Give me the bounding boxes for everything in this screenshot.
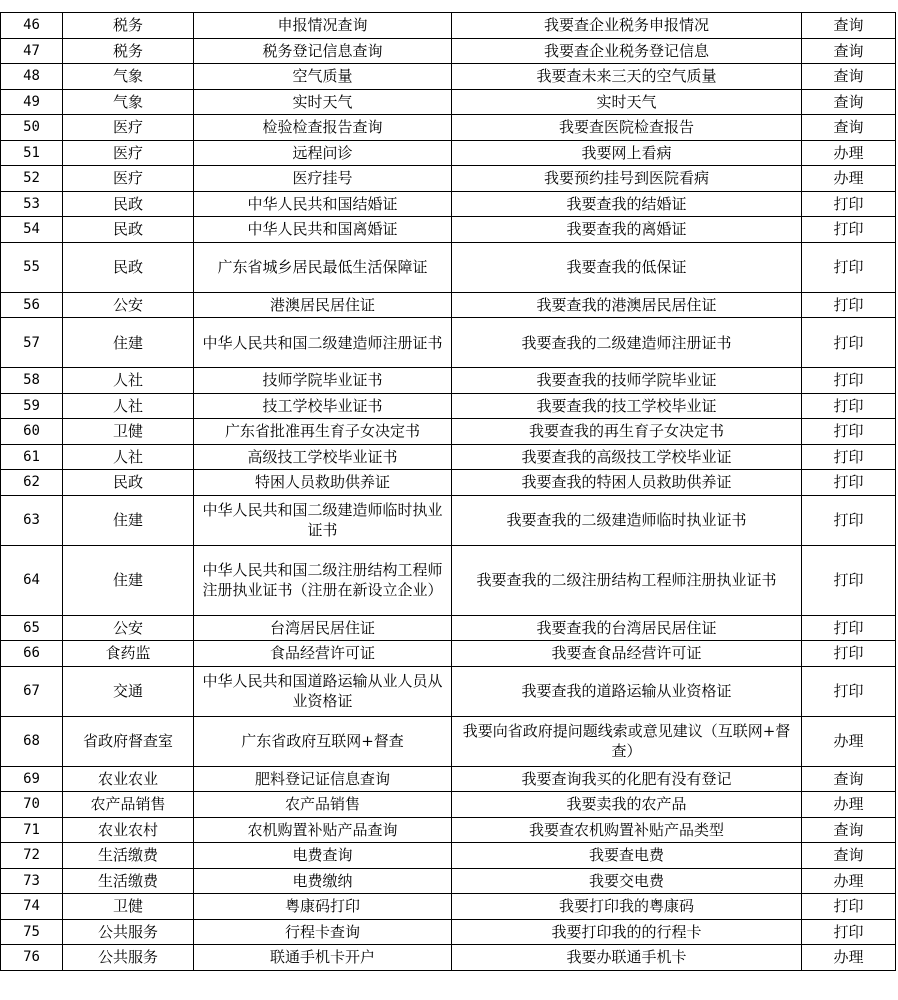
service-name-cell: 中华人民共和国结婚证: [194, 191, 452, 217]
action-type-cell: 查询: [802, 817, 896, 843]
action-type-cell: 办理: [802, 868, 896, 894]
service-name-cell: 空气质量: [194, 64, 452, 90]
description-cell: 我要查我的技工学校毕业证: [452, 393, 802, 419]
department-cell: 公共服务: [63, 919, 194, 945]
table-row: [1, 368, 896, 394]
description-cell: 我要查我的离婚证: [452, 217, 802, 243]
description-cell: 我要查我的结婚证: [452, 191, 802, 217]
department-cell: 民政: [63, 191, 194, 217]
table-row: [1, 843, 896, 869]
row-number: 50: [1, 115, 63, 141]
action-type-cell: 打印: [802, 368, 896, 394]
table-row: [1, 470, 896, 496]
description-cell: 我要查食品经营许可证: [452, 641, 802, 667]
service-name-cell: 实时天气: [194, 89, 452, 115]
description-cell: 我要查农机购置补贴产品类型: [452, 817, 802, 843]
action-type-cell: 打印: [802, 444, 896, 470]
action-type-cell: 办理: [802, 945, 896, 971]
description-cell: 我要查我的台湾居民居住证: [452, 615, 802, 641]
department-cell: 公安: [63, 615, 194, 641]
table-row: [1, 716, 896, 766]
department-cell: 生活缴费: [63, 868, 194, 894]
description-cell: 我要向省政府提问题线索或意见建议（互联网+督查）: [452, 716, 802, 766]
service-name-cell: 电费查询: [194, 843, 452, 869]
description-cell: 我要查我的低保证: [452, 242, 802, 292]
table-row: [1, 115, 896, 141]
table-row: [1, 868, 896, 894]
description-cell: 我要查企业税务登记信息: [452, 38, 802, 64]
action-type-cell: 打印: [802, 470, 896, 496]
description-cell: 我要查我的二级建造师临时执业证书: [452, 495, 802, 545]
table-row: [1, 140, 896, 166]
description-cell: 我要卖我的农产品: [452, 792, 802, 818]
service-name-cell: 中华人民共和国道路运输从业人员从业资格证: [194, 666, 452, 716]
action-type-cell: 打印: [802, 919, 896, 945]
action-type-cell: 查询: [802, 38, 896, 64]
description-cell: 我要查我的高级技工学校毕业证: [452, 444, 802, 470]
service-name-cell: 中华人民共和国二级建造师注册证书: [194, 318, 452, 368]
action-type-cell: 办理: [802, 792, 896, 818]
description-cell: 我要查企业税务申报情况: [452, 13, 802, 39]
service-name-cell: 粤康码打印: [194, 894, 452, 920]
action-type-cell: 打印: [802, 641, 896, 667]
table-row: [1, 945, 896, 971]
department-cell: 住建: [63, 318, 194, 368]
service-name-cell: 税务登记信息查询: [194, 38, 452, 64]
department-cell: 医疗: [63, 140, 194, 166]
row-number: 75: [1, 919, 63, 945]
row-number: 46: [1, 13, 63, 39]
table-row: [1, 393, 896, 419]
table-row: [1, 13, 896, 39]
description-cell: 我要查我的道路运输从业资格证: [452, 666, 802, 716]
action-type-cell: 打印: [802, 292, 896, 318]
description-cell: 我要查未来三天的空气质量: [452, 64, 802, 90]
department-cell: 交通: [63, 666, 194, 716]
table-row: [1, 444, 896, 470]
department-cell: 税务: [63, 13, 194, 39]
description-cell: 我要办联通手机卡: [452, 945, 802, 971]
department-cell: 医疗: [63, 115, 194, 141]
table-row: [1, 641, 896, 667]
table-row: [1, 894, 896, 920]
table-row: [1, 166, 896, 192]
table-row: [1, 89, 896, 115]
table-row: [1, 666, 896, 716]
description-cell: 我要查电费: [452, 843, 802, 869]
table-row: [1, 919, 896, 945]
row-number: 70: [1, 792, 63, 818]
service-name-cell: 广东省政府互联网+督查: [194, 716, 452, 766]
service-name-cell: 港澳居民居住证: [194, 292, 452, 318]
table-row: [1, 38, 896, 64]
action-type-cell: 查询: [802, 89, 896, 115]
department-cell: 农产品销售: [63, 792, 194, 818]
action-type-cell: 打印: [802, 191, 896, 217]
service-name-cell: 农机购置补贴产品查询: [194, 817, 452, 843]
row-number: 74: [1, 894, 63, 920]
table-body: [1, 13, 896, 971]
department-cell: 医疗: [63, 166, 194, 192]
row-number: 67: [1, 666, 63, 716]
service-name-cell: 检验检查报告查询: [194, 115, 452, 141]
row-number: 52: [1, 166, 63, 192]
row-number: 63: [1, 495, 63, 545]
department-cell: 农业农村: [63, 817, 194, 843]
description-cell: 我要打印我的的行程卡: [452, 919, 802, 945]
description-cell: 我要查医院检查报告: [452, 115, 802, 141]
action-type-cell: 查询: [802, 13, 896, 39]
service-name-cell: 中华人民共和国离婚证: [194, 217, 452, 243]
action-type-cell: 打印: [802, 495, 896, 545]
row-number: 69: [1, 766, 63, 792]
row-number: 54: [1, 217, 63, 243]
row-number: 58: [1, 368, 63, 394]
row-number: 68: [1, 716, 63, 766]
action-type-cell: 查询: [802, 843, 896, 869]
department-cell: 住建: [63, 495, 194, 545]
table-row: [1, 419, 896, 445]
action-type-cell: 打印: [802, 419, 896, 445]
action-type-cell: 打印: [802, 318, 896, 368]
action-type-cell: 打印: [802, 615, 896, 641]
table-row: [1, 766, 896, 792]
description-cell: 我要查我的技师学院毕业证: [452, 368, 802, 394]
description-cell: 我要查我的特困人员救助供养证: [452, 470, 802, 496]
department-cell: 省政府督查室: [63, 716, 194, 766]
row-number: 47: [1, 38, 63, 64]
row-number: 53: [1, 191, 63, 217]
table-row: [1, 545, 896, 615]
service-name-cell: 联通手机卡开户: [194, 945, 452, 971]
table-row: [1, 217, 896, 243]
service-name-cell: 高级技工学校毕业证书: [194, 444, 452, 470]
row-number: 71: [1, 817, 63, 843]
service-name-cell: 肥料登记证信息查询: [194, 766, 452, 792]
action-type-cell: 查询: [802, 766, 896, 792]
service-name-cell: 中华人民共和国二级建造师临时执业证书: [194, 495, 452, 545]
department-cell: 人社: [63, 444, 194, 470]
row-number: 49: [1, 89, 63, 115]
service-name-cell: 台湾居民居住证: [194, 615, 452, 641]
service-name-cell: 技师学院毕业证书: [194, 368, 452, 394]
action-type-cell: 办理: [802, 166, 896, 192]
department-cell: 卫健: [63, 894, 194, 920]
department-cell: 公安: [63, 292, 194, 318]
department-cell: 民政: [63, 242, 194, 292]
action-type-cell: 打印: [802, 666, 896, 716]
row-number: 72: [1, 843, 63, 869]
row-number: 59: [1, 393, 63, 419]
department-cell: 气象: [63, 64, 194, 90]
action-type-cell: 打印: [802, 894, 896, 920]
description-cell: 我要查我的港澳居民居住证: [452, 292, 802, 318]
service-name-cell: 农产品销售: [194, 792, 452, 818]
service-name-cell: 技工学校毕业证书: [194, 393, 452, 419]
service-name-cell: 广东省批准再生育子女决定书: [194, 419, 452, 445]
row-number: 60: [1, 419, 63, 445]
service-name-cell: 电费缴纳: [194, 868, 452, 894]
department-cell: 卫健: [63, 419, 194, 445]
table-row: [1, 615, 896, 641]
row-number: 65: [1, 615, 63, 641]
action-type-cell: 打印: [802, 242, 896, 292]
description-cell: 我要查我的二级建造师注册证书: [452, 318, 802, 368]
table-row: [1, 292, 896, 318]
table-row: [1, 64, 896, 90]
service-name-cell: 医疗挂号: [194, 166, 452, 192]
department-cell: 生活缴费: [63, 843, 194, 869]
description-cell: 实时天气: [452, 89, 802, 115]
row-number: 73: [1, 868, 63, 894]
table-row: [1, 495, 896, 545]
action-type-cell: 打印: [802, 545, 896, 615]
row-number: 48: [1, 64, 63, 90]
description-cell: 我要查我的二级注册结构工程师注册执业证书: [452, 545, 802, 615]
row-number: 56: [1, 292, 63, 318]
action-type-cell: 查询: [802, 115, 896, 141]
department-cell: 食药监: [63, 641, 194, 667]
department-cell: 民政: [63, 217, 194, 243]
department-cell: 民政: [63, 470, 194, 496]
row-number: 62: [1, 470, 63, 496]
description-cell: 我要网上看病: [452, 140, 802, 166]
table-row: [1, 242, 896, 292]
action-type-cell: 查询: [802, 64, 896, 90]
service-name-cell: 食品经营许可证: [194, 641, 452, 667]
row-number: 64: [1, 545, 63, 615]
department-cell: 气象: [63, 89, 194, 115]
description-cell: 我要预约挂号到医院看病: [452, 166, 802, 192]
row-number: 66: [1, 641, 63, 667]
row-number: 61: [1, 444, 63, 470]
description-cell: 我要查询我买的化肥有没有登记: [452, 766, 802, 792]
service-name-cell: 行程卡查询: [194, 919, 452, 945]
table-row: [1, 318, 896, 368]
description-cell: 我要打印我的粤康码: [452, 894, 802, 920]
description-cell: 我要交电费: [452, 868, 802, 894]
department-cell: 人社: [63, 393, 194, 419]
table-row: [1, 792, 896, 818]
row-number: 55: [1, 242, 63, 292]
department-cell: 人社: [63, 368, 194, 394]
services-table: [0, 12, 896, 971]
row-number: 57: [1, 318, 63, 368]
action-type-cell: 打印: [802, 393, 896, 419]
description-cell: 我要查我的再生育子女决定书: [452, 419, 802, 445]
service-name-cell: 中华人民共和国二级注册结构工程师注册执业证书（注册在新设立企业）: [194, 545, 452, 615]
service-name-cell: 远程问诊: [194, 140, 452, 166]
table-row: [1, 191, 896, 217]
department-cell: 住建: [63, 545, 194, 615]
table-row: [1, 817, 896, 843]
department-cell: 税务: [63, 38, 194, 64]
department-cell: 农业农业: [63, 766, 194, 792]
action-type-cell: 打印: [802, 217, 896, 243]
action-type-cell: 办理: [802, 140, 896, 166]
row-number: 51: [1, 140, 63, 166]
department-cell: 公共服务: [63, 945, 194, 971]
service-name-cell: 广东省城乡居民最低生活保障证: [194, 242, 452, 292]
row-number: 76: [1, 945, 63, 971]
service-name-cell: 特困人员救助供养证: [194, 470, 452, 496]
action-type-cell: 办理: [802, 716, 896, 766]
service-name-cell: 申报情况查询: [194, 13, 452, 39]
